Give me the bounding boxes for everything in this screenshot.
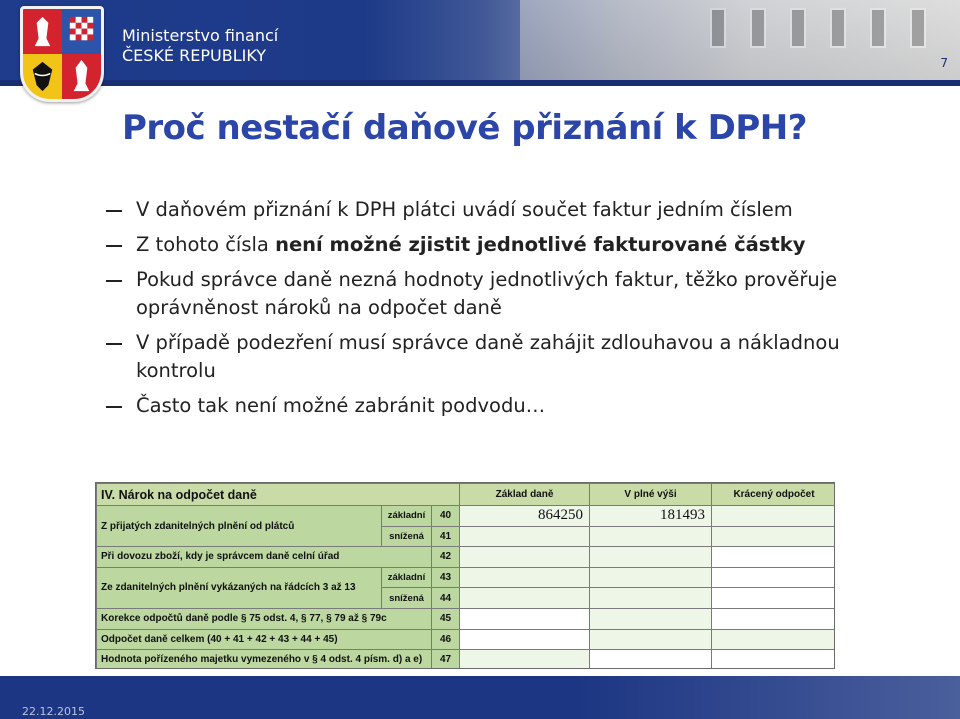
table-row — [97, 608, 836, 629]
bullet-item: Často tak není možné zabránit podvodu… — [106, 392, 906, 420]
full-value-cell[interactable]: 181493 — [590, 506, 712, 527]
row-label: Při dovozu zboží, kdy je správcem daně celní úřad — [97, 547, 432, 568]
base-value-cell — [460, 629, 590, 650]
reduced-value-cell — [712, 547, 835, 568]
base-value-cell[interactable] — [460, 650, 590, 669]
rate-label: snížená — [382, 526, 432, 547]
ministry-line-1: Ministerstvo financí — [122, 26, 279, 45]
column-header-full: V plné výši — [590, 484, 712, 506]
slide-title: Proč nestačí daňové přiznání k DPH? — [122, 108, 807, 148]
rate-label: základní — [382, 567, 432, 588]
bullet-item: Z tohoto čísla není možné zjistit jednotlivé fakturované částky — [106, 231, 906, 259]
table-row — [97, 629, 836, 650]
row-label: Korekce odpočtů daně podle § 75 odst. 4, § 77, § 79 až § 79c — [97, 608, 432, 629]
column-header-base: Základ daně — [460, 484, 590, 506]
line-number: 44 — [432, 588, 460, 609]
vat-form-excerpt — [95, 482, 835, 669]
bullet-item: Pokud správce daně nezná hodnoty jednotlivých faktur, těžko prověřuje oprávněnost nároků na odpočet daně — [106, 266, 906, 322]
czech-coat-of-arms-icon — [20, 6, 104, 102]
line-number: 45 — [432, 608, 460, 629]
rate-label: snížená — [382, 588, 432, 609]
table-row — [97, 506, 836, 527]
column-header-reduced: Krácený odpočet — [712, 484, 835, 506]
ministry-name — [122, 26, 278, 66]
page-number: 7 — [940, 56, 948, 70]
base-value-cell[interactable] — [460, 567, 590, 588]
full-value-cell[interactable] — [590, 608, 712, 629]
base-value-cell[interactable] — [460, 588, 590, 609]
line-number: 43 — [432, 567, 460, 588]
bullet-item: V daňovém přiznání k DPH plátci uvádí součet faktur jedním číslem — [106, 196, 906, 224]
slide-date: 22.12.2015 — [22, 705, 85, 718]
line-number: 41 — [432, 526, 460, 547]
line-number: 47 — [432, 650, 460, 669]
full-value-cell[interactable] — [590, 526, 712, 547]
line-number: 46 — [432, 629, 460, 650]
full-value-cell[interactable] — [590, 588, 712, 609]
full-value-cell — [590, 650, 712, 669]
base-value-cell[interactable] — [460, 526, 590, 547]
full-value-cell[interactable] — [590, 629, 712, 650]
base-value-cell[interactable] — [460, 547, 590, 568]
building-photo — [520, 0, 960, 82]
table-row — [97, 567, 836, 588]
bullet-item: V případě podezření musí správce daně zahájit zdlouhavou a nákladnou kontrolu — [106, 329, 906, 385]
base-value-cell[interactable]: 864250 — [460, 506, 590, 527]
footer-band — [0, 676, 960, 719]
rate-label: základní — [382, 506, 432, 527]
full-value-cell[interactable] — [590, 547, 712, 568]
reduced-value-cell[interactable] — [712, 629, 835, 650]
bullet-list — [106, 196, 906, 427]
reduced-value-cell — [712, 588, 835, 609]
bullet-emphasis: není možné zjistit jednotlivé fakturované částky — [275, 233, 806, 256]
base-value-cell — [460, 608, 590, 629]
vat-deduction-table — [96, 483, 835, 669]
row-label: Z přijatých zdanitelných plnění od plátců — [97, 506, 382, 547]
section-title: IV. Nárok na odpočet daně — [97, 484, 460, 506]
reduced-value-cell — [712, 608, 835, 629]
table-row — [97, 547, 836, 568]
row-label: Odpočet daně celkem (40 + 41 + 42 + 43 + 44 + 45) — [97, 629, 432, 650]
row-label: Ze zdanitelných plnění vykázaných na řádcích 3 až 13 — [97, 567, 382, 608]
ministry-line-2: ČESKÉ REPUBLIKY — [122, 46, 267, 65]
line-number: 40 — [432, 506, 460, 527]
reduced-value-cell — [712, 650, 835, 669]
header-band — [0, 0, 960, 82]
full-value-cell[interactable] — [590, 567, 712, 588]
header-rule — [0, 80, 960, 86]
table-row — [97, 650, 836, 669]
row-label: Hodnota pořízeného majetku vymezeného v § 4 odst. 4 písm. d) a e) — [97, 650, 432, 669]
reduced-value-cell[interactable] — [712, 526, 835, 547]
reduced-value-cell[interactable] — [712, 506, 835, 527]
reduced-value-cell — [712, 567, 835, 588]
line-number: 42 — [432, 547, 460, 568]
table-header-row — [97, 484, 836, 506]
